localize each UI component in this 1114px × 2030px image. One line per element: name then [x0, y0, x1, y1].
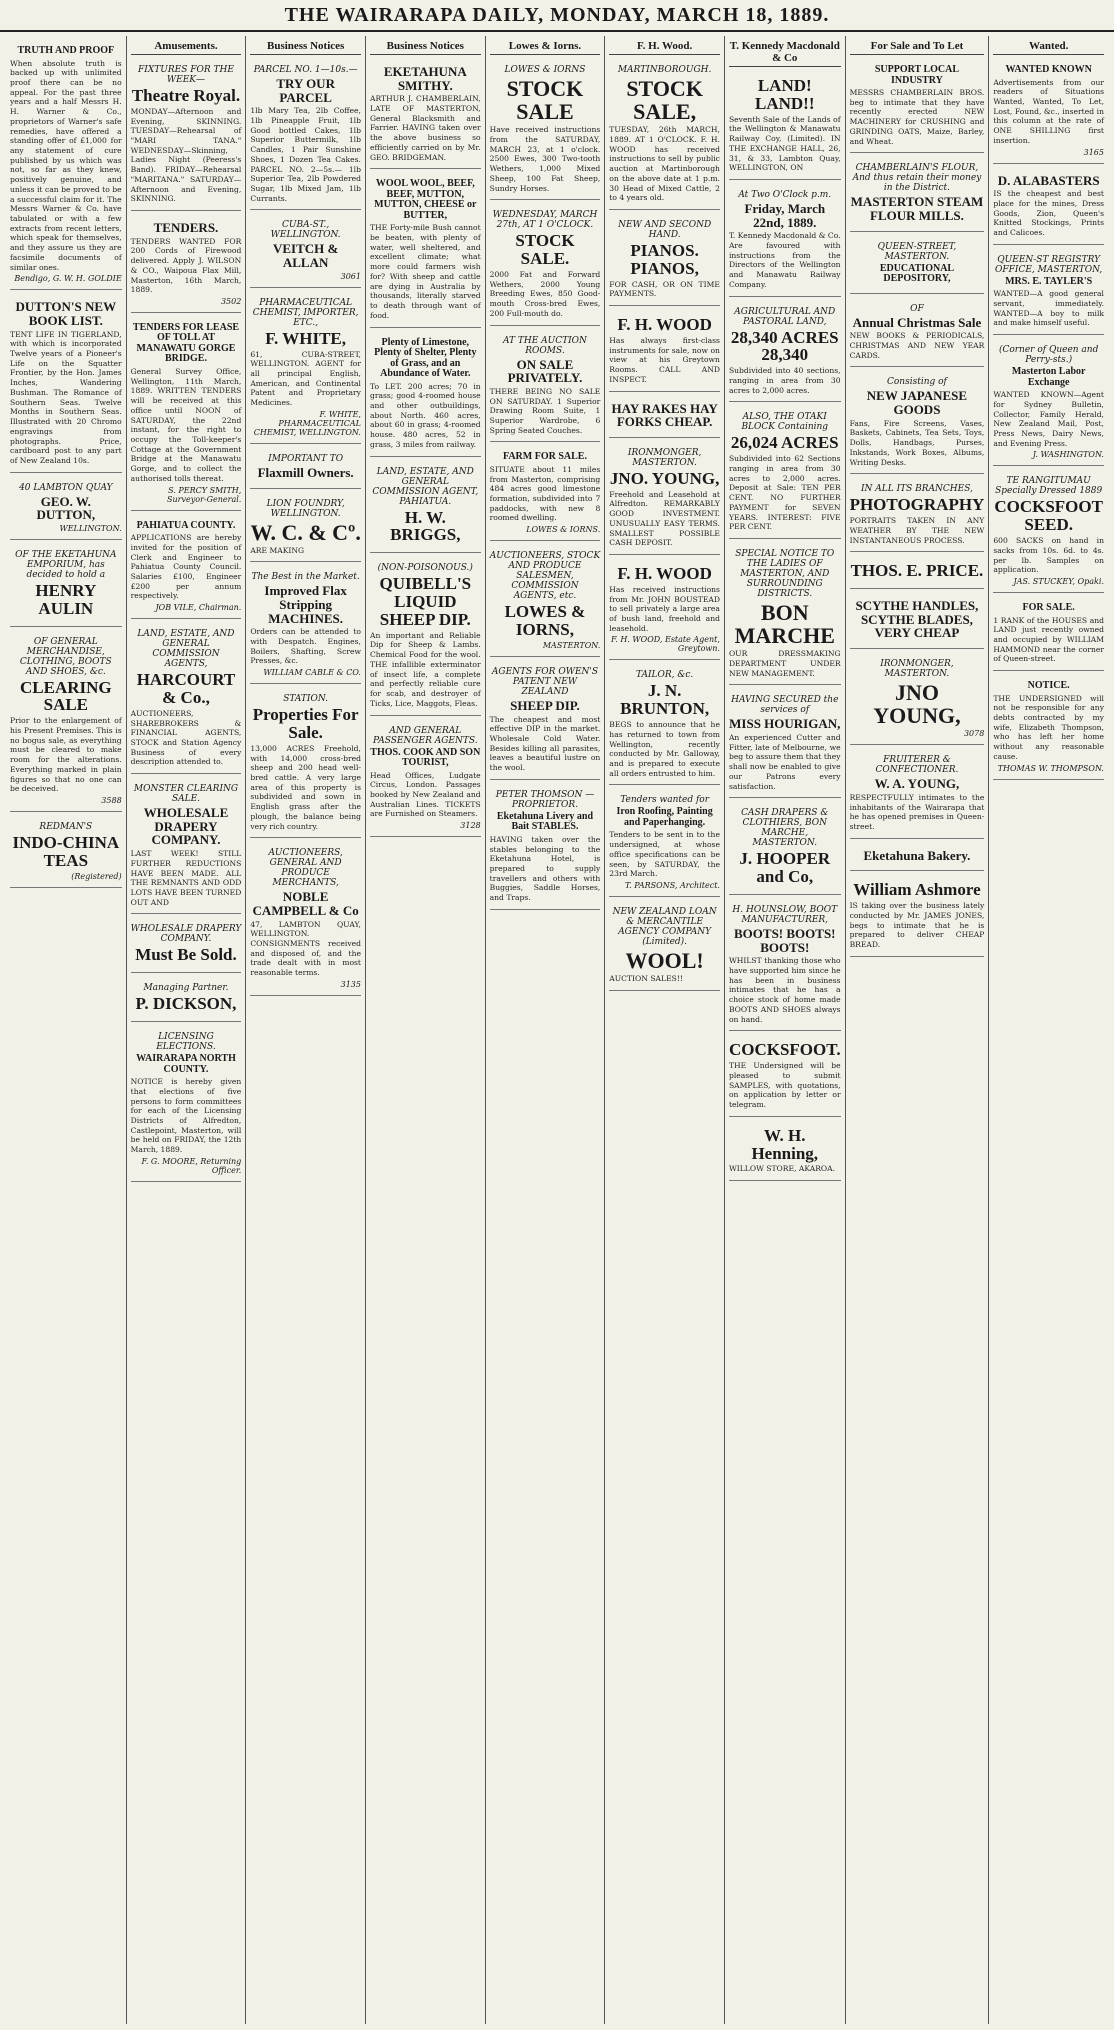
ad-title: PAHIATUA COUNTY.: [136, 519, 236, 531]
advertisement: [729, 71, 841, 180]
advertisement: [850, 371, 985, 474]
advertisement: [490, 661, 601, 780]
advertisement: [850, 236, 985, 294]
ad-title: LAND! LAND!!: [755, 76, 815, 113]
ad-title: FARM FOR SALE.: [502, 451, 587, 463]
advertisement: [729, 543, 841, 685]
ad-subtitle: (NON-POISONOUS.): [377, 563, 473, 574]
ad-subtitle: IRONMONGER, MASTERTON.: [880, 659, 954, 680]
ad-title: PIANOS. PIANOS,: [630, 240, 699, 278]
ad-body: THE Undersigned will be pleased to submit SAMPLES, with quotations, on application by letter or telegram.: [728, 1061, 841, 1110]
advertisement: [850, 59, 985, 153]
ad-body: WILLOW STORE, AKAROA.: [728, 1164, 836, 1174]
ad-body: NOTICE is hereby given that elections of five persons to form committees for each of the Licensing Districts of Alfredton, Castlepoint, Masterton, will be held on FRIDAY, the 12th March, 1889.: [130, 1077, 242, 1155]
ad-signature: WELLINGTON.: [59, 523, 122, 533]
ad-title: HARCOURT & Co.,: [136, 670, 236, 707]
ad-title: BON MARCHE: [734, 600, 835, 649]
ad-subtitle: FRUITERER & CONFECTIONER.: [875, 755, 959, 776]
advertisement: [609, 310, 720, 391]
ad-subtitle: PHARMACEUTICAL CHEMIST, IMPORTER, ETC.,: [252, 297, 359, 328]
ad-title: F. H. WOOD: [617, 563, 712, 583]
ad-subtitle: TAILOR, &c.: [635, 670, 694, 681]
ad-subtitle: PARCEL NO. 1—10s.—: [253, 65, 358, 75]
ad-title: DUTTON'S NEW BOOK LIST.: [15, 299, 117, 328]
ad-title: TENDERS FOR LEASE OF TOLL AT MANAWATU GORGE BRIDGE.: [132, 321, 240, 365]
ad-signature: THOMAS W. THOMPSON.: [997, 763, 1104, 773]
advertisement: [729, 301, 841, 403]
advertisement: [729, 689, 841, 798]
ad-body: Advertisements from our readers of Situations Wanted, Wanted, To Let, Lost, Found, &c., inserted in this column at the rate of ONE SHILLING first insertion.: [993, 77, 1104, 145]
ad-subtitle: CUBA-ST., WELLINGTON.: [270, 220, 341, 241]
advertisement: [609, 664, 720, 785]
advertisement: [10, 40, 122, 290]
advertisement: [370, 720, 481, 838]
ad-title: MASTERTON STEAM FLOUR MILLS.: [850, 194, 984, 223]
advertisement: [250, 59, 361, 210]
advertisement: [609, 59, 720, 210]
advertisement: [370, 557, 481, 715]
ad-subtitle: CHAMBERLAIN'S FLOUR, And thus retain their money in the District.: [852, 163, 982, 194]
column-heading: Business Notices: [370, 40, 481, 55]
ad-body: Subdivided into 62 Sections ranging in area from 30 acres to 2,000 acres. Deposit at Sale: TEN PER CENT. NO FURTHER PAYMENT for SEVEN YEARS. INTEREST: FIVE PER CENT.: [728, 454, 841, 532]
ad-title: COCKSFOOT SEED.: [994, 497, 1103, 535]
newspaper-page: [6, 36, 1108, 2024]
ad-title: EKETAHUNA SMITHY.: [383, 64, 467, 93]
ad-body: THE Forty-mile Bush cannot be beaten, with plenty of water, well sheltered, and excellent climate; what more could farmers wish for? With sheep and cattle are dying in Australia by thousands, literally starved to death through want of food.: [369, 223, 481, 320]
column-5: [485, 36, 605, 2024]
masthead: [0, 0, 1114, 32]
advertisement: [850, 478, 985, 552]
ad-signature: S. PERCY SMITH, Surveyor-General.: [167, 485, 242, 504]
ad-title: STOCK SALE,: [626, 76, 703, 125]
ad-title: COCKSFOOT.: [728, 1040, 841, 1060]
advertisement: [131, 59, 242, 211]
ad-body: Seventh Sale of the Lands of the Wellington & Manawatu Railway Coy, (Limited). IN THE EXCHANGE HALL, 26, 31, & 33, Lambton Quay, WELLINGTON, ON: [728, 114, 841, 173]
ad-title: THOS. COOK AND SON TOURIST,: [370, 746, 481, 768]
ad-title: 26,024 ACRES: [730, 433, 839, 453]
ad-title: F. H. WOOD: [617, 315, 712, 335]
ad-title: 28,340 ACRES 28,340: [730, 327, 839, 365]
ad-subtitle: At Two O'Clock p.m.: [738, 190, 832, 200]
advertisement: [609, 901, 720, 991]
ad-title: Properties For Sale.: [252, 705, 359, 742]
advertisement: [850, 593, 985, 649]
ad-title: JNO YOUNG,: [873, 680, 961, 729]
column-heading: Wanted.: [993, 40, 1104, 55]
ad-body: Head Offices, Ludgate Circus, London. Passages booked by New Zealand and Australian Lines. TICKETS are Furnished on Steamers.: [369, 770, 481, 819]
ad-title: MRS. E. TAYLER'S: [1005, 275, 1093, 287]
ad-title: Eketahuna Livery and Bait STABLES.: [496, 810, 594, 833]
ad-title: THOS. E. PRICE.: [850, 561, 984, 581]
ad-title: WOOL WOOL, BEEF, BEEF, MUTTON, MUTTON, CHEESE or BUTTER,: [374, 178, 477, 221]
ad-title: SHEEP DIP.: [510, 697, 580, 713]
advertisement: [993, 249, 1104, 335]
ad-subtitle: The Best in the Market.: [251, 572, 360, 583]
ad-subtitle: HAVING SECURED the services of: [731, 695, 839, 716]
advertisement: [609, 214, 720, 306]
ad-body: Orders can be attended to with Despatch. Engines, Boilers, Shafting, Screw Presses, &c.: [250, 627, 361, 666]
ad-title: JNO. YOUNG,: [609, 468, 720, 488]
advertisement: [250, 292, 361, 444]
column-heading: For Sale and To Let: [850, 40, 985, 55]
ad-body: 1 RANK of the HOUSES and LAND just recently owned and occupied by WILLIAM HAMMOND near the corner of Queen-street.: [993, 615, 1104, 664]
ad-body: Subdivided into 40 sections, ranging in area from 30 acres to 2,000 acres.: [728, 366, 841, 395]
column-4: [365, 36, 485, 2024]
ad-title: Iron Roofing, Painting and Paperhanging.: [616, 806, 713, 828]
advertisement: [250, 448, 361, 489]
advertisement: [729, 1121, 841, 1181]
ad-title: SCYTHE HANDLES, SCYTHE BLADES, VERY CHEAP: [855, 598, 979, 641]
advertisement: [370, 461, 481, 554]
ad-signature: LOWES & IORNS.: [526, 525, 601, 535]
advertisement: [490, 446, 601, 541]
ad-subtitle: NEW AND SECOND HAND.: [618, 219, 712, 240]
ad-title: STOCK SALE.: [515, 231, 575, 269]
ad-subtitle: Tenders wanted for: [620, 795, 710, 806]
ad-subtitle: AUCTIONEERS, GENERAL AND PRODUCE MERCHANTS,: [268, 848, 343, 889]
ad-body: AUCTION SALES!!: [609, 974, 683, 984]
ad-subtitle: AND GENERAL PASSENGER AGENTS.: [373, 725, 478, 746]
ad-body: WANTED KNOWN—Agent for Sydney Bulletin, Collector, Family Herald, New Zealand Mail, Post, Press News, Dairy News, and Evening Press.: [993, 390, 1104, 448]
ad-signature: 3588: [101, 796, 122, 806]
ad-subtitle: Managing Partner.: [143, 983, 229, 994]
ad-body: Tenders to be sent in to the undersigned, at whose office specifications can be seen, by SATURDAY, the 23rd March.: [609, 830, 720, 879]
advertisement: [370, 332, 481, 457]
ad-title: EDUCATIONAL DEPOSITORY,: [879, 262, 955, 285]
ad-signature: T. PARSONS, Architect.: [624, 880, 720, 890]
advertisement: [250, 493, 361, 563]
advertisement: [993, 59, 1104, 164]
ad-body: When absolute truth is backed up with unlimited proof there can be no appeal. For the past three years and a half Messrs H. H. Warner & Co., proprietors of Warner's safe remedies, have offered a standing offer of £1,000 for any statement of cure published by us which was not, so far as they knew, positively genuine, and unless it can be proved to be a successful claim for it. The Messrs Warner & Co. have tabulated or with a few extracts from recent letters, which speak for themselves, and they assure us they are facsimile documents of similar ones.: [10, 58, 122, 272]
ad-title: Friday, March 22nd, 1889.: [744, 201, 826, 230]
ad-subtitle: IRONMONGER, MASTERTON.: [627, 447, 702, 468]
ad-title: VEITCH & ALLAN: [272, 241, 339, 271]
advertisement: [850, 875, 985, 956]
ad-title: P. DICKSON,: [135, 994, 237, 1014]
column-heading: F. H. Wood.: [609, 40, 720, 55]
ad-signature: 3165: [1083, 147, 1104, 157]
ad-title: FOR SALE.: [1022, 602, 1075, 614]
ad-body: IS the cheapest and best place for the mines, Dress Goods, Zion, Queen's Knitted Stockings, Prints and Calicoes.: [993, 189, 1104, 238]
advertisement: [131, 515, 242, 620]
advertisement: [850, 157, 985, 231]
ad-body: IS taking over the business lately conducted by Mr. JAMES JONES, begs to intimate that he is prepared to deliver CHEAP BREAD.: [849, 901, 985, 950]
ad-subtitle: LAND, ESTATE, AND GENERAL COMMISSION AGENTS,: [137, 629, 235, 670]
ad-subtitle: H. HOUNSLOW, BOOT MANUFACTURER,: [732, 905, 838, 926]
advertisement: [131, 317, 242, 511]
advertisement: [993, 675, 1104, 780]
ad-body: 47, LAMBTON QUAY, WELLINGTON. CONSIGNMENTS received and disposed of, and the trade dealt with in most reasonable terms.: [250, 919, 361, 978]
ad-signature: 3135: [340, 979, 361, 989]
ad-subtitle: QUEEN-STREET, MASTERTON.: [877, 241, 957, 262]
ad-body: To LET. 200 acres; 70 in grass; good 4-roomed house and other outbuildings, about North. 460 acres, about 60 in grass; 4-roomed house. 480 acres, 52 in grass, 3 miles from railway.: [369, 381, 481, 449]
advertisement: [10, 631, 122, 812]
ad-title: H. W. BRIGGS,: [390, 507, 461, 545]
ad-body: THE UNDERSIGNED will not be responsible for any debts contracted by my wife, Elizabeth Thompson, who has left her home without any reasonable cause.: [993, 693, 1104, 761]
ad-body: 1lb Mary Tea, 2lb Coffee, 1lb Pineapple Fruit, 1lb Good bottled Cakes, 1lb Superior Buttermilk, 1lb Candles, 1 Pair Sunshine Shoes, 1 Dozen Tea Cakes. PARCEL NO. 2—5s.— 1lb Superior Tea, 2lb Powdered Sugar, 1lb Mixed Jam, 1lb Currants.: [250, 106, 361, 203]
ad-signature: JAS. STUCKEY, Opaki.: [1013, 577, 1104, 587]
ad-title: TENDERS.: [153, 220, 219, 236]
ad-title: Must Be Sold.: [135, 945, 237, 965]
ad-signature: Bendigo, G. W. H. GOLDIE: [14, 274, 122, 284]
ad-subtitle: IN ALL ITS BRANCHES,: [860, 484, 973, 495]
ad-title: NOTICE.: [1027, 680, 1070, 692]
advertisement: [131, 215, 242, 313]
column-3: [245, 36, 365, 2024]
advertisement: [490, 59, 601, 200]
ad-title: STOCK SALE: [506, 76, 584, 125]
ad-signature: F. WHITE, PHARMACEUTICAL CHEMIST, WELLINGTON.: [253, 409, 361, 437]
ad-title: WANTED KNOWN: [1005, 64, 1092, 75]
advertisement: [850, 653, 985, 745]
ad-signature: JOB VILE, Chairman.: [155, 603, 242, 613]
ad-title: INDO-CHINA TEAS: [12, 833, 120, 870]
ad-subtitle: AT THE AUCTION ROOMS.: [503, 335, 587, 356]
ad-subtitle: OF THE EKETAHUNA EMPORIUM, has decided to hold a: [15, 549, 117, 580]
ad-body: BEGS to announce that he has returned to town from Wellington, recently conducted by Mr. Galloway, and is prepared to execute all orders entrusted to him.: [609, 720, 720, 778]
ad-body: WHILST thanking those who have supported him since he has been in business intimates that he has a choice stock of home made BOOTS AND SHOES always on hand.: [728, 956, 841, 1024]
advertisement: [131, 623, 242, 774]
ad-body: Fans, Fire Screens, Vases, Baskets, Cabinets, Tea Sets, Toys, Dolls, Handbags, Purses, Inkstands, Work Boxes, Albums, Writing Desks.: [849, 418, 985, 467]
ad-body: 61, CUBA-STREET, WELLINGTON. AGENT for all principal English, American, and Continental Patent and Proprietary Medicines.: [250, 349, 361, 408]
advertisement: [131, 918, 242, 973]
advertisement: [609, 789, 720, 897]
ad-title: Flaxmill Owners.: [257, 464, 354, 480]
advertisement: [729, 899, 841, 1031]
advertisement: [490, 784, 601, 910]
ad-body: General Survey Office, Wellington, 11th March, 1889. WRITTEN TENDERS will be received at this office until NOON of SATURDAY, the 22nd instant, for the right to occupy the Toll-keeper's Cottage at the Government Bridge at the Manawatu Gorge, and to collect the authorised tolls thereat.: [130, 366, 242, 483]
ad-subtitle: 40 LAMBTON QUAY: [19, 482, 113, 493]
ad-title: J. N. BRUNTON,: [620, 681, 710, 719]
ad-body: The cheapest and most effective DIP in the market. Wholesale Cold Water. Besides killing all parasites, leaves a beautiful lustre on the wool.: [489, 714, 601, 773]
ad-body: WANTED—A good general servant, immediately. WANTED—A boy to milk and make himself useful.: [993, 289, 1104, 328]
ad-body: ARTHUR J. CHAMBERLAIN, LATE OF MASTERTON, General Blacksmith and Farrier. HAVING taken over the above business so efficiently carried on by Mr. GEO. BRIDGEMAN.: [369, 94, 481, 162]
ad-subtitle: REDMAN'S: [39, 822, 93, 833]
column-7: [724, 36, 845, 2024]
ad-title: Plenty of Limestone, Plenty of Shelter, Plenty of Grass, and an Abundance of Water.: [374, 336, 477, 379]
ad-body: MONDAY—Afternoon and Evening, SKINNING. TUESDAY—Rehearsal of "MARI TANA." WEDNESDAY—Skinning, Ladies Night (Peeress's Band). FRIDAY—Rehearsal "MARITANA." SATURDAY—Afternoon and Evening, SKINNING.: [130, 106, 242, 204]
ad-signature: MASTERTON.: [542, 640, 601, 650]
advertisement: [131, 778, 242, 914]
ad-title: HAY RAKES HAY FORKS CHEAP.: [611, 400, 718, 430]
column-heading: Amusements.: [131, 40, 242, 55]
ad-signature: (Registered): [71, 871, 122, 881]
ad-subtitle: AGENTS FOR OWEN'S PATENT NEW ZEALAND: [491, 666, 599, 697]
ad-body: FOR CASH, OR ON TIME PAYMENTS.: [609, 279, 720, 299]
ad-signature: 3078: [963, 729, 985, 739]
ad-signature: F. H. WOOD, Estate Agent, Greytown.: [610, 635, 720, 654]
ad-body: TENT LIFE IN TIGERLAND, with which is incorporated Twelve years of a Pioneer's Life on the Squatter Frontier, by the Hon. James Inches, Wandering Bushman. The Romance of Southern Seas. Twelve Months in Southern Seas. Illustrated with 20 Chromo engravings from photographs. Price, cardboard post to any part of New Zealand 10s.: [10, 329, 122, 465]
ad-signature: 3502: [220, 296, 242, 306]
advertisement: [131, 977, 242, 1022]
advertisement: [993, 597, 1104, 671]
ad-subtitle: MONSTER CLEARING SALE.: [133, 784, 239, 805]
ad-body: An experienced Cutter and Fitter, late of Melbourne, we beg to assure them that they shall now be enabled to give our Patrons every satisfaction.: [728, 733, 841, 791]
ad-title: WOOL!: [625, 947, 704, 973]
ad-body: T. Kennedy Macdonald & Co. Are favoured with instructions from the Directors of the Wellington and Manawatu Railway Company.: [728, 231, 841, 289]
advertisement: [850, 843, 985, 872]
ad-title: GEO. W. DUTTON,: [36, 493, 96, 523]
ad-body: RESPECTFULLY intimates to the inhabitants of the Wairarapa that he has opened premises in Queen-street.: [849, 792, 985, 832]
ad-title: Improved Flax Stripping MACHINES.: [264, 583, 347, 626]
ad-signature: WILLIAM CABLE & CO.: [263, 668, 361, 678]
advertisement: [850, 749, 985, 839]
ad-body: An important and Reliable Dip for Sheep & Lambs. Chemical Food for the wool. THE infallible exterminator of insect life, a complete and perfectly reliable cure for scab, and destroyer of Ticks, Lice, Maggots, Fleas.: [369, 630, 481, 708]
ad-subtitle: NEW ZEALAND LOAN & MERCANTILE AGENCY COMPANY (Limited).: [612, 906, 717, 947]
ad-body: AUCTIONEERS, SHAREBROKERS & FINANCIAL AGENTS, STOCK and Station Agency Business of every description attended to.: [130, 708, 242, 767]
advertisement: [490, 545, 601, 657]
advertisement: [729, 802, 841, 895]
ad-title: TRY OUR PARCEL: [276, 76, 335, 105]
ad-title: BOOTS! BOOTS! BOOTS!: [734, 926, 836, 955]
ad-title: Masterton Labor Exchange: [1011, 366, 1086, 388]
column-heading: Business Notices: [250, 40, 361, 55]
advertisement: [729, 406, 841, 539]
ad-title: MISS HOURIGAN,: [729, 716, 841, 732]
ad-body: Have received instructions from the SATURDAY, MARCH 23, at 1 o'clock. 2500 Ewes, 300 Two-tooth Wethers, 1,000 Mixed Sheep, 100 Fat Sheep, Sundry Horses.: [489, 125, 601, 193]
ad-body: TENDERS WANTED FOR 200 Cords of Firewood delivered. Apply J. WILSON & CO., Waipoua Flax Mill, Masterton, 16th March, 1889.: [130, 236, 242, 295]
ad-title: Eketahuna Bakery.: [863, 847, 971, 863]
ad-title: NOBLE CAMPBELL & Co: [252, 889, 359, 918]
ad-title: NEW JAPANESE GOODS: [866, 388, 968, 418]
ad-title: F. WHITE,: [265, 328, 347, 348]
ad-subtitle: QUEEN-ST REGISTRY OFFICE, MASTERTON,: [995, 254, 1103, 275]
ad-subtitle: (Corner of Queen and Perry-sts.): [998, 345, 1099, 366]
ad-title: D. ALABASTERS: [997, 172, 1100, 188]
ad-subtitle: MARTINBOROUGH.: [617, 65, 712, 75]
advertisement: [609, 559, 720, 660]
ad-body: THERE BEING NO SALE ON SATURDAY. 1 Superior Drawing Room Suite, 1 Superior Wardrobe, 6 Spring Seated Couches.: [489, 386, 601, 435]
ad-subtitle: OF: [910, 303, 924, 314]
ad-subtitle: ALSO, THE OTAKI BLOCK Containing: [741, 412, 829, 433]
ad-subtitle: WHOLESALE DRAPERY COMPANY.: [130, 924, 242, 945]
column-1: [6, 36, 126, 2024]
column-9: [988, 36, 1108, 2024]
ad-body: 2000 Fat and Forward Wethers, 2000 Young Breeding Ewes, 850 Good-mouth Cross-bred Ewes, 200 Full-mouth do.: [489, 269, 601, 318]
ad-title: LOWES & IORNS,: [504, 602, 586, 640]
column-heading: T. Kennedy Macdonald & Co: [729, 40, 841, 67]
ad-subtitle: STATION.: [283, 694, 329, 705]
column-6: [604, 36, 724, 2024]
advertisement: [250, 842, 361, 996]
ad-body: Prior to the enlargement of his Present Premises. This is no bogus sale, as everything must be cleared to make room for the alterations. Everything marked in plain figures so that no one can be deceived.: [10, 716, 122, 794]
ad-signature: F. G. MOORE, Returning Officer.: [141, 1156, 242, 1175]
ad-body: 13,000 ACRES Freehold, with 14,000 cross-bred sheep and 200 head well-bred cattle. A very large area of this property is subdivided and sown in English grass after the plough, the balance being very rich country.: [250, 743, 361, 831]
ad-title: CLEARING SALE: [20, 677, 112, 715]
advertisement: [850, 556, 985, 589]
advertisement: [10, 294, 122, 472]
ad-title: HENRY AULIN: [35, 580, 97, 618]
ad-signature: 3128: [460, 821, 481, 831]
ad-body: Freehold and Leasehold at Alfredton. REMARKABLY GOOD INVESTMENT. UNUSUALLY EASY TERMS. SMALLEST POSSIBLE CASH DEPOSIT.: [609, 489, 720, 548]
ad-title: W. H. Henning,: [751, 1125, 819, 1163]
ad-body: MESSRS CHAMBERLAIN BROS. beg to intimate that they have recently erected NEW MACHINERY for CRUSHING and GRINDING OATS, Maize, Barley, and Wheat.: [849, 88, 985, 146]
ad-subtitle: LOWES & IORNS: [504, 65, 586, 75]
advertisement: [10, 816, 122, 888]
ad-body: NEW BOOKS & PERIODICALS, CHRISTMAS AND NEW YEAR CARDS.: [849, 331, 985, 360]
ad-title: QUIBELL'S LIQUID SHEEP DIP.: [379, 574, 472, 629]
ad-title: TRUTH AND PROOF: [17, 45, 115, 56]
ad-subtitle: Consisting of: [887, 377, 947, 388]
column-heading: Lowes & Iorns.: [490, 40, 601, 55]
ad-title: J. HOOPER and Co,: [739, 849, 831, 887]
ad-body: TUESDAY, 26th MARCH, 1889. AT 1 O'CLOCK. F. H. WOOD has received instructions to sell by public auction at Martinborough on the above date at 1 p.m. 30 Head of Mixed Cattle, 2 to 4 years old.: [609, 125, 720, 203]
advertisement: [993, 470, 1104, 593]
advertisement: [370, 173, 481, 327]
ad-body: PORTRAITS TAKEN IN ANY WEATHER BY THE NEW INSTANTANEOUS PROCESS.: [849, 516, 985, 545]
ad-subtitle: PETER THOMSON — PROPRIETOR.: [495, 789, 595, 810]
ad-title: William Ashmore: [853, 880, 981, 900]
advertisement: [370, 59, 481, 169]
ad-title: WAIRARAPA NORTH COUNTY.: [136, 1053, 236, 1075]
advertisement: [10, 477, 122, 540]
ad-signature: 3061: [340, 271, 361, 281]
advertisement: [729, 1035, 841, 1116]
ad-subtitle: SPECIAL NOTICE TO THE LADIES OF MASTERTON, AND SURROUNDING DISTRICTS.: [735, 549, 835, 600]
ad-title: SUPPORT LOCAL INDUSTRY: [874, 64, 960, 86]
ad-subtitle: LICENSING ELECTIONS.: [156, 1032, 216, 1053]
ad-subtitle: IMPORTANT TO: [268, 453, 344, 464]
ad-subtitle: OF GENERAL MERCHANDISE, CLOTHING, BOOTS AND SHOES, &c.: [19, 636, 112, 677]
advertisement: [609, 442, 720, 555]
ad-body: 600 SACKS on hand in sacks from 10s. 6d. to 4s. per lb. Samples on application.: [993, 536, 1104, 575]
column-8: [845, 36, 989, 2024]
ad-title: WHOLESALE DRAPERY COMPANY.: [143, 805, 229, 848]
ad-subtitle: LAND, ESTATE, AND GENERAL COMMISSION AGENT, PAHIATUA.: [372, 466, 479, 507]
advertisement: [250, 688, 361, 838]
ad-body: LAST WEEK! STILL FURTHER REDUCTIONS HAVE BEEN MADE. ALL THE REMNANTS AND ODD LOTS HAVE BEEN TURNED OUT AND: [130, 849, 242, 907]
advertisement: [993, 339, 1104, 466]
ad-body: ARE MAKING: [250, 545, 305, 555]
ad-body: APPLICATIONS are hereby invited for the position of Clerk and Engineer to Pahiatua County Council. Salaries £100, Engineer £200 per annum respectively.: [130, 533, 242, 601]
ad-title: Theatre Royal.: [131, 86, 241, 105]
ad-body: SITUATE about 11 miles from Masterton, comprising 484 acres good limestone formation, subdivided into 7 paddocks, with new 8 roomed dwelling.: [489, 464, 601, 523]
advertisement: [490, 204, 601, 325]
ad-subtitle: TE RANGITUMAU Specially Dressed 1889: [995, 476, 1103, 497]
advertisement: [250, 566, 361, 684]
advertisement: [609, 396, 720, 438]
ad-title: W. C. & Cº.: [250, 519, 361, 545]
ad-subtitle: AUCTIONEERS, STOCK AND PRODUCE SALESMEN, COMMISSION AGENTS, etc.: [489, 551, 601, 602]
advertisement: [850, 298, 985, 368]
ad-title: PHOTOGRAPHY: [849, 495, 985, 515]
ad-subtitle: AGRICULTURAL AND PASTORAL LAND,: [734, 306, 836, 327]
ad-title: W. A. YOUNG,: [874, 776, 960, 792]
ad-body: Has received instructions from Mr. JOHN BOUSTEAD to sell privately a large area of bush land, freehold and leasehold.: [609, 584, 720, 633]
advertisement: [729, 184, 841, 297]
column-2: [126, 36, 246, 2024]
ad-title: ON SALE PRIVATELY.: [507, 356, 583, 386]
advertisement: [993, 168, 1104, 245]
advertisement: [10, 544, 122, 627]
ad-title: Annual Christmas Sale: [852, 314, 982, 330]
ad-subtitle: CASH DRAPERS & CLOTHIERS, BON MARCHE, MASTERTON.: [741, 808, 829, 849]
ad-body: HAVING taken over the stables belonging to the Eketahuna Hotel, is prepared to supply travellers and others with Buggies, Saddle Horses, and Traps.: [489, 834, 601, 903]
ad-subtitle: WEDNESDAY, MARCH 27th, AT 1 O'CLOCK.: [492, 210, 598, 231]
ad-subtitle: FIXTURES FOR THE WEEK—: [138, 65, 234, 85]
ad-signature: J. WASHINGTON.: [1032, 450, 1104, 460]
advertisement: [250, 214, 361, 287]
advertisement: [131, 1026, 242, 1182]
ad-body: Has always first-class instruments for sale, now on view at his Greytown Rooms. CALL AND INSPECT.: [609, 335, 720, 384]
newspaper-title: THE WAIRARAPA DAILY, MONDAY, MARCH 18, 1889.: [284, 3, 830, 26]
ad-body: OUR DRESSMAKING DEPARTMENT UNDER NEW MANAGEMENT.: [728, 649, 841, 678]
advertisement: [490, 330, 601, 443]
ad-subtitle: LION FOUNDRY, WELLINGTON.: [266, 498, 345, 519]
